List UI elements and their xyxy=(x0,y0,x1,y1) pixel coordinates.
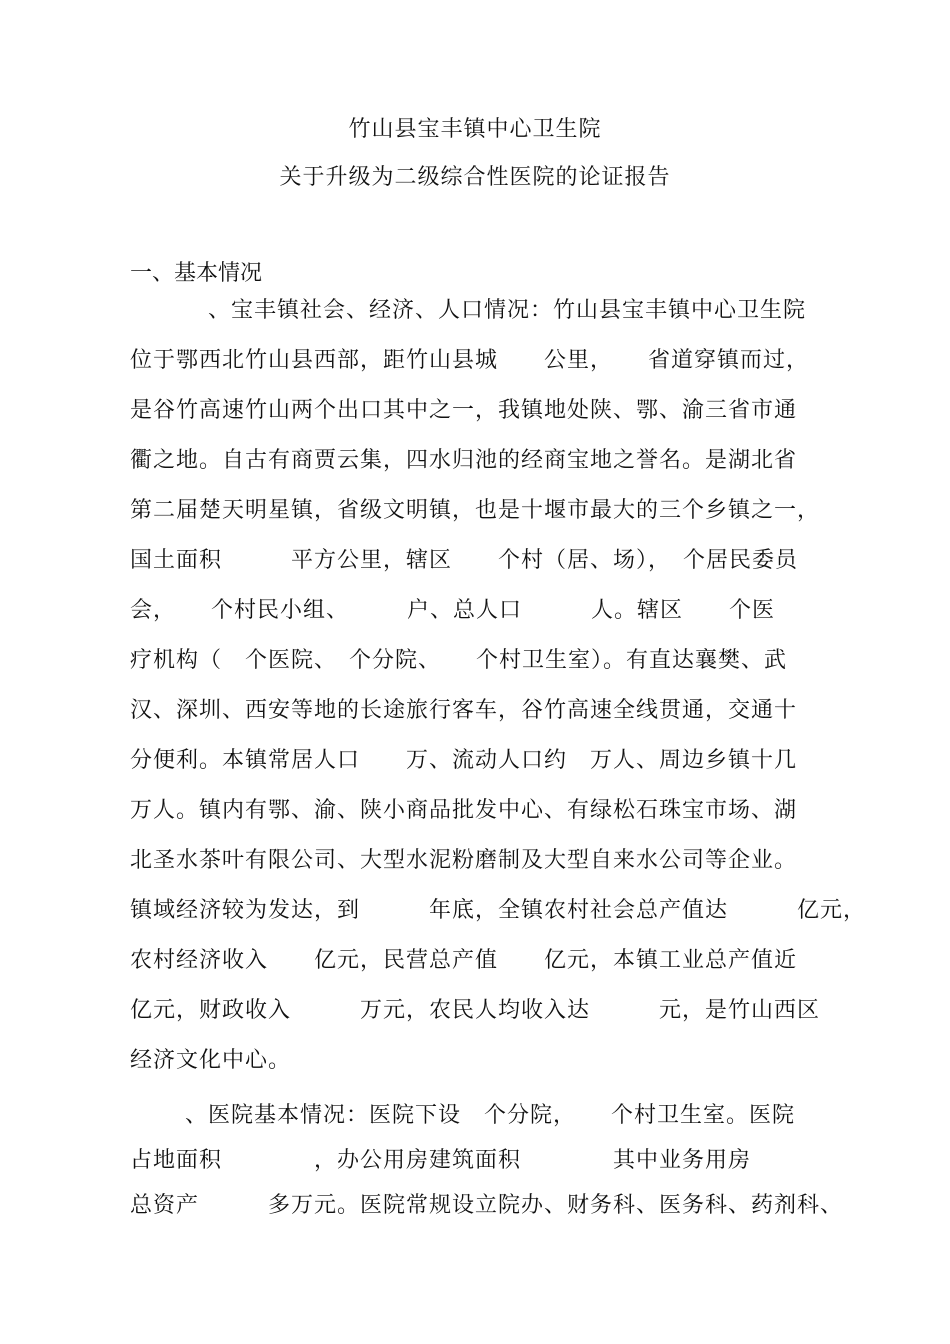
paragraph-line: 总资产 多万元。医院常规设立院办、财务科、医务科、药剂科、 xyxy=(130,1193,844,1218)
paragraph-line: 国土面积 平方公里，辖区 个村（居、场）， 个居民委员 xyxy=(130,548,799,573)
paragraph-line: 亿元，财政收入 万元，农民人均收入达 元，是竹山西区 xyxy=(130,998,821,1023)
paragraph-line: 占地面积 ，办公用房建筑面积 其中业务用房 xyxy=(130,1148,752,1173)
paragraph-line: 镇域经济较为发达，到 年底，全镇农村社会总产值达 亿元， xyxy=(130,898,867,923)
paragraph-line: 疗机构（ 个医院、 个分院、 个村卫生室）。有直达襄樊、武 xyxy=(130,648,788,673)
paragraph-line: 会， 个村民小组、 户、总人口 人。辖区 个医 xyxy=(130,598,776,623)
document-subtitle: 关于升级为二级综合性医院的论证报告 xyxy=(279,165,671,190)
paragraph-line: 位于鄂西北竹山县西部，距竹山县城 公里， 省道穿镇而过， xyxy=(130,348,810,373)
paragraph-line: 第二届楚天明星镇，省级文明镇，也是十堰市最大的三个乡镇之一， xyxy=(130,498,821,523)
paragraph-line: 万人。镇内有鄂、渝、陕小商品批发中心、有绿松石珠宝市场、湖 xyxy=(130,798,798,823)
paragraph-line: 经济文化中心。 xyxy=(130,1048,292,1073)
paragraph-line: 农村经济收入 亿元，民营总产值 亿元，本镇工业总产值近 xyxy=(130,948,798,973)
paragraph-line: 衢之地。自古有商贾云集，四水归池的经商宝地之誉名。是湖北省 xyxy=(130,448,798,473)
paragraph-line: 、医院基本情况：医院下设 个分院， 个村卫生室。医院 xyxy=(185,1103,796,1128)
paragraph-line: 是谷竹高速竹山两个出口其中之一，我镇地处陕、鄂、渝三省市通 xyxy=(130,398,798,423)
paragraph-line: 分便利。本镇常居人口 万、流动人口约 万人、周边乡镇十几 xyxy=(130,748,798,773)
paragraph-line: 、宝丰镇社会、经济、人口情况：竹山县宝丰镇中心卫生院 xyxy=(208,298,807,323)
paragraph-line: 北圣水茶叶有限公司、大型水泥粉磨制及大型自来水公司等企业。 xyxy=(130,848,798,873)
section-heading: 一、基本情况 xyxy=(130,261,263,286)
document-title: 竹山县宝丰镇中心卫生院 xyxy=(348,117,602,142)
paragraph-line: 汉、深圳、西安等地的长途旅行客车，谷竹高速全线贯通，交通十 xyxy=(130,698,798,723)
